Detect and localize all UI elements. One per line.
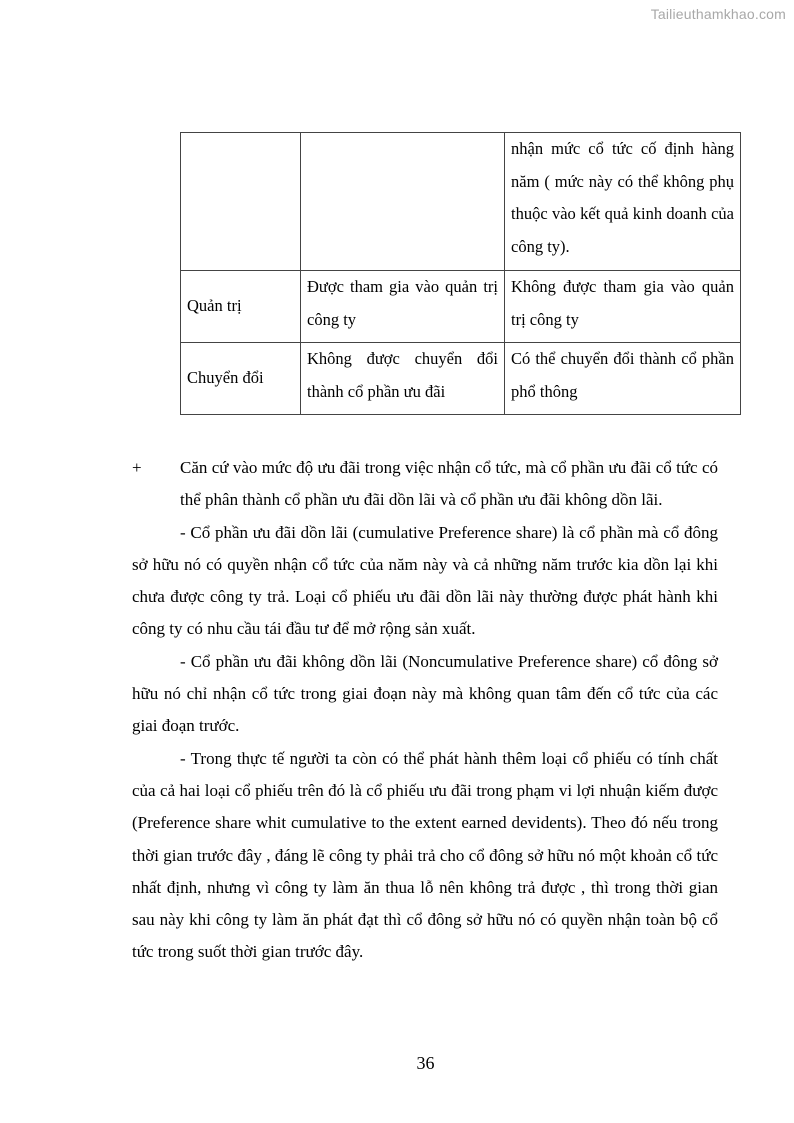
table-row: [181, 343, 741, 415]
paragraph-text: Căn cứ vào mức độ ưu đãi trong việc nhận cổ tức, mà cổ phần ưu đãi cổ tức có thể phân thành cổ phần ưu đãi dồn lãi và cổ phần ưu đãi không dồn lãi.: [180, 458, 718, 510]
table-cell: Không được chuyển đổi thành cổ phần ưu đãi: [301, 343, 505, 415]
page-number: 36: [416, 1053, 435, 1073]
body-text: [132, 452, 718, 969]
table-cell: Có thể chuyển đổi thành cổ phần phổ thông: [505, 343, 741, 415]
table-cell-label: Chuyển đổi: [181, 343, 301, 415]
table-cell-label: [181, 133, 301, 271]
paragraph: [132, 452, 718, 517]
paragraph: - Trong thực tế người ta còn có thể phát hành thêm loại cổ phiếu có tính chất của cả hai loại cổ phiếu trên đó là cổ phiếu ưu đãi trong phạm vi lợi nhuận kiếm được (Preference share whit cumulative to the extent earned devidents). Theo đó nếu trong thời gian trước đây , đáng lẽ công ty phải trả cho cổ đông sở hữu nó một khoản cổ tức nhất định, nhưng vì công ty làm ăn thua lỗ nên không trả được , thì trong thời gian sau này khi công ty làm ăn phát đạt thì cổ đông sở hữu nó có quyền nhận toàn bộ cổ tức trong suốt thời gian trước đây.: [132, 748, 718, 962]
table-cell: Được tham gia vào quản trị công ty: [301, 271, 505, 343]
table-row: [181, 271, 741, 343]
plus-mark: +: [132, 458, 142, 477]
paragraph: - Cổ phần ưu đãi dồn lãi (cumulative Preference share) là cổ phần mà cổ đông sở hữu nó có quyền nhận cổ tức của năm này và cả những năm trước kia dồn lại khi chưa được công ty trả. Loại cổ phiếu ưu đãi dồn lãi này thường được phát hành khi công ty có nhu cầu tái đầu tư để mở rộng sản xuất.: [132, 522, 718, 639]
paragraph: - Cổ phần ưu đãi không dồn lãi (Noncumulative Preference share) cổ đông sở hữu nó chỉ nhận cổ tức trong giai đoạn này mà không quan tâm đến cổ tức của các giai đoạn trước.: [132, 651, 718, 736]
table-cell: nhận mức cổ tức cố định hàng năm ( mức này có thể không phụ thuộc vào kết quả kinh doanh của công ty).: [505, 133, 741, 271]
table-row: [181, 133, 741, 271]
table-cell: [301, 133, 505, 271]
comparison-table: [180, 132, 741, 415]
watermark: Tailieuthamkhao.com: [650, 6, 786, 22]
table-cell: Không được tham gia vào quản trị công ty: [505, 271, 741, 343]
table-cell-label: Quản trị: [181, 271, 301, 343]
